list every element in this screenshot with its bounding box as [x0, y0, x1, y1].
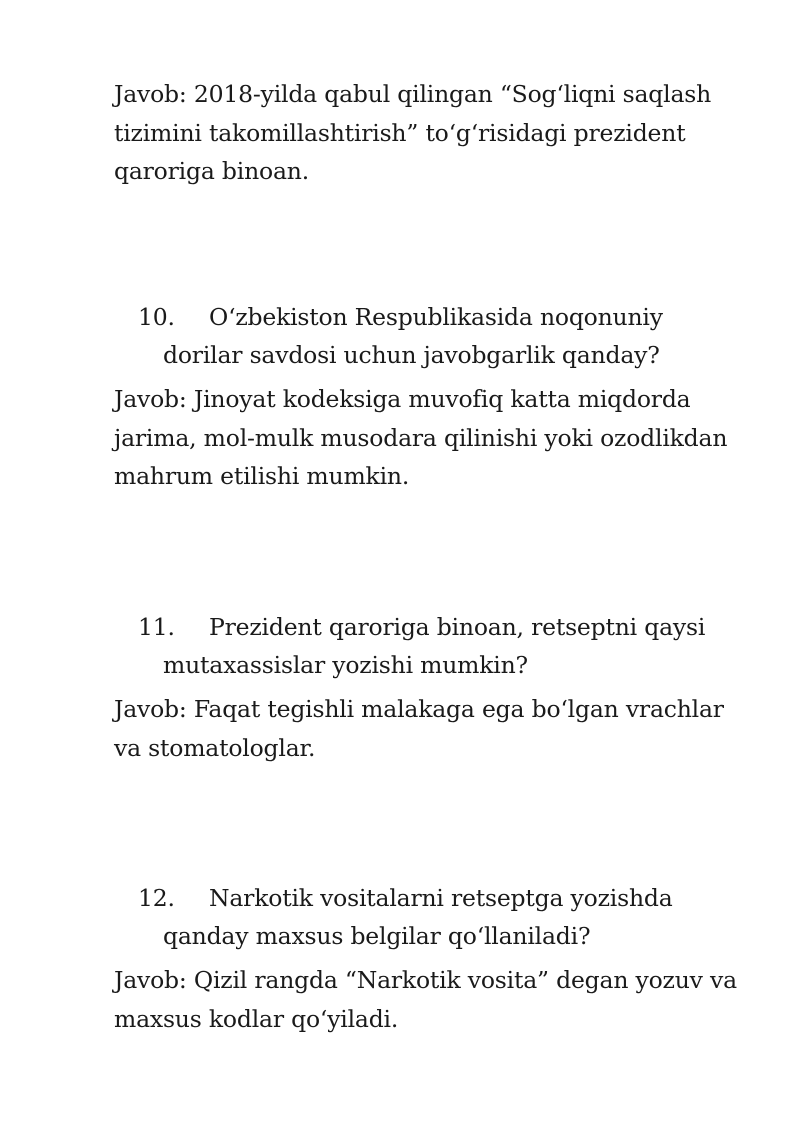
- question-item: [0, 879, 800, 955]
- answer-text: Javob: 2018-yilda qabul qilingan “Sog‘liqni saqlash tizimini takomillashtirish” to‘g‘risidagi prezident qaroriga binoan.: [114, 80, 712, 185]
- question-text: Narkotik vositalarni retseptga yozishda qanday maxsus belgilar qo‘llaniladi?: [163, 884, 673, 950]
- question-item: [0, 298, 800, 374]
- answer-block-9: [0, 75, 800, 191]
- answer-text: Javob: Jinoyat kodeksiga muvofiq katta miqdorda jarima, mol-mulk musodara qilinishi yoki ozodlikdan mahrum etilishi mumkin.: [114, 385, 728, 490]
- question-number: 12.: [138, 884, 175, 912]
- question-line: [0, 298, 800, 374]
- question-item: [0, 608, 800, 684]
- question-number: 10.: [138, 303, 175, 331]
- question-block-12: [0, 879, 800, 1038]
- answer-text: Javob: Faqat tegishli malakaga ega bo‘lgan vrachlar va stomatologlar.: [114, 695, 724, 762]
- answer-text: Javob: Qizil rangda “Narkotik vosita” degan yozuv va maxsus kodlar qo‘yiladi.: [114, 966, 737, 1033]
- question-text: Prezident qaroriga binoan, retseptni qaysi mutaxassislar yozishi mumkin?: [163, 613, 706, 679]
- question-text: O‘zbekiston Respublikasida noqonuniy dorilar savdosi uchun javobgarlik qanday?: [163, 303, 663, 369]
- question-line: [0, 879, 800, 955]
- question-number: 11.: [138, 613, 175, 641]
- question-block-10: [0, 298, 800, 496]
- question-line: [0, 608, 800, 684]
- question-block-11: [0, 608, 800, 767]
